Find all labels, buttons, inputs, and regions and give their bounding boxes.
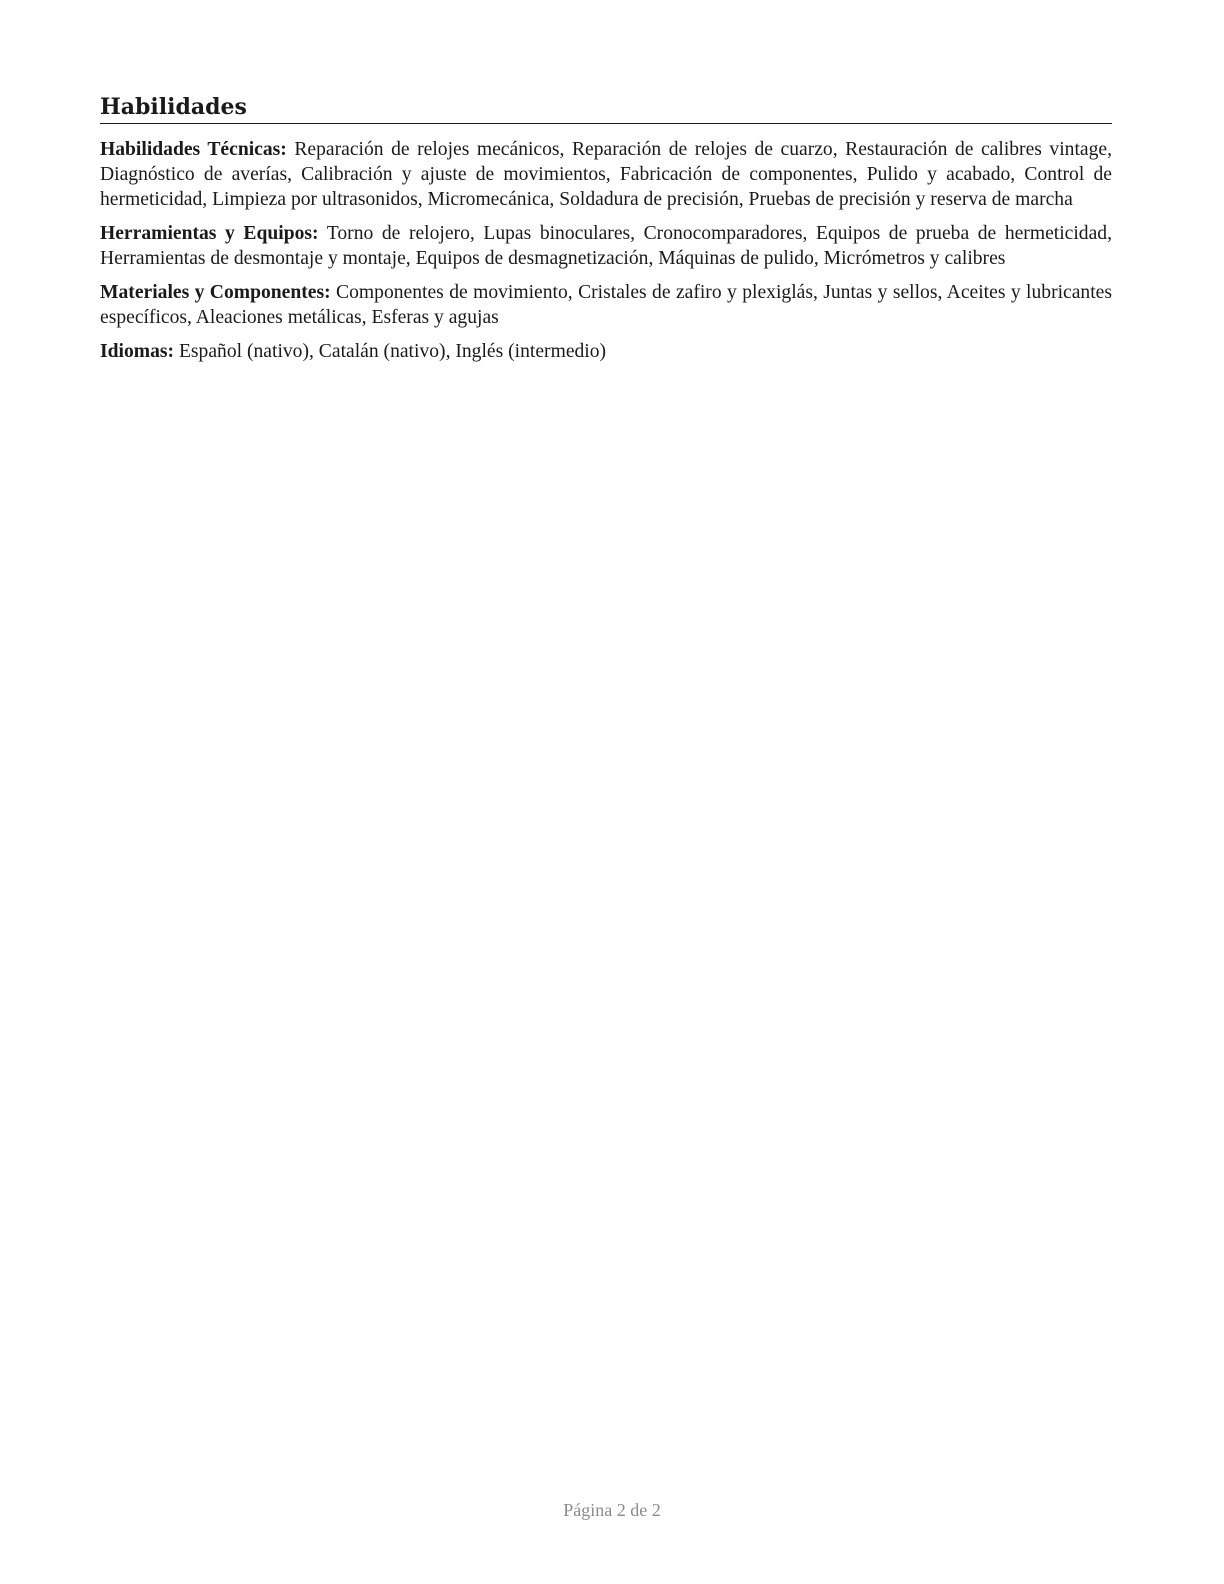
skill-text: Torno de relojero, Lupas binoculares, Cronocomparadores, Equipos de prueba de hermeticidad, Herramientas de desmontaje y montaje, Equipos de desmagnetización, Máquinas de pulido, Micrómetros y calibres <box>100 223 1112 270</box>
skill-label: Idiomas: <box>100 340 175 362</box>
skill-row-herramientas <box>100 221 1112 271</box>
skill-label: Materiales y Componentes: <box>100 282 331 304</box>
skills-list <box>100 137 1112 364</box>
skill-text: Reparación de relojes mecánicos, Reparación de relojes de cuarzo, Restauración de calibres vintage, Diagnóstico de averías, Calibración y ajuste de movimientos, Fabricación de componentes, Pulido y acabado, Control de hermeticidad, Limpieza por ultrasonidos, Micromecánica, Soldadura de precisión, Pruebas de precisión y reserva de marcha <box>100 139 1112 211</box>
skill-label: Herramientas y Equipos: <box>100 223 319 245</box>
page-number: Página 2 de 2 <box>563 1500 661 1520</box>
skill-row-materiales <box>100 280 1112 330</box>
skill-label: Habilidades Técnicas: <box>100 139 287 160</box>
document-page <box>100 92 1112 373</box>
section-title: Habilidades <box>100 92 1112 124</box>
skill-text: Componentes de movimiento, Cristales de zafiro y plexiglás, Juntas y sellos, Aceites y lubricantes específicos, Aleaciones metálicas, Esferas y agujas <box>100 282 1112 329</box>
skill-text: Español (nativo), Catalán (nativo), Inglés (intermedio) <box>178 340 607 362</box>
skill-row-idiomas <box>100 339 1112 364</box>
skill-row-tecnicas <box>100 137 1112 213</box>
